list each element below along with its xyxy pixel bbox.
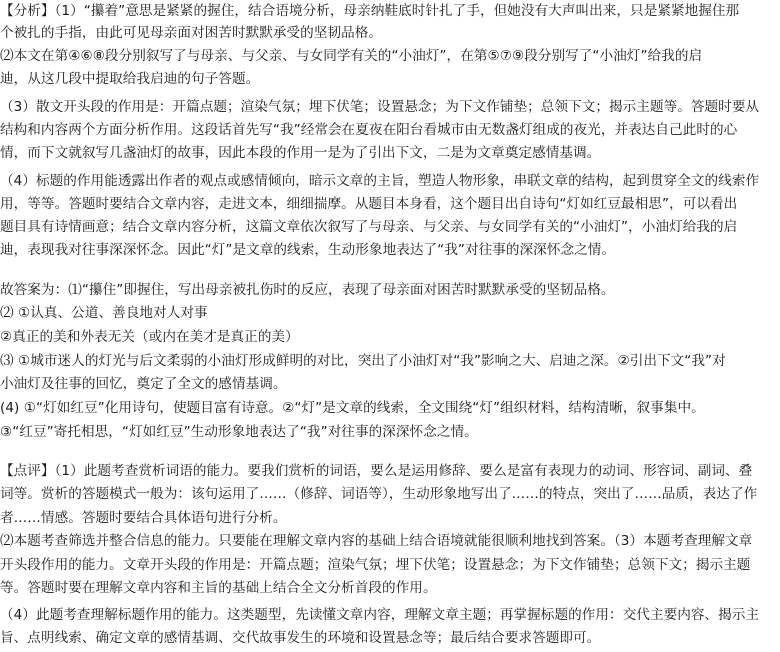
comment-line: 等。答题时要在理解文章内容和主旨的基础上结合全文分析首段的作用。 (0, 580, 437, 596)
answer-line: ②真正的美和外表无关（或内在美才是真正的美） (0, 329, 299, 345)
analysis-line: 结构和内容两个方面分析作用。这段话首先写“我”经常会在夏夜在阳台看城市由无数盏灯组成的夜光，并表达自己此时的心 (0, 122, 738, 138)
analysis-line: 迪，表现我对往事深深怀念。因此“灯”是文章的线索，生动形象地表达了“我”对往事的深深怀念之情。 (0, 242, 616, 258)
answer-line: (4) ①“灯如红豆”化用诗句，使题目富有诗意。②“灯”是文章的线索，全文围绕“灯”组织材料，结构清晰，叙事集中。 (0, 400, 705, 416)
comment-line: （4）此题考查理解标题作用的能力。这类题型，先读懂文章内容，理解文章主题；再掌握标题的作用：交代主要内容、揭示主 (0, 607, 760, 623)
analysis-line: 迪，从这几段中提取给我启迪的句子答题。 (0, 71, 260, 87)
comment-line: 开头段作用的能力。文章开头段的作用是：开篇点题；渲染气氛；埋下伏笔；设置悬念；为下文作铺垫；总领下文；揭示主题 (0, 557, 751, 573)
analysis-line: 情，而下文就叙写几盏油灯的故事，因此本段的作用一是为了引出下文，二是为文章奠定感情基调。 (0, 145, 601, 161)
answer-line: 故答案为：⑴“攥住”即握住，写出母亲被扎伤时的反应，表现了母亲面对困苦时默默承受的坚韧品格。 (0, 282, 615, 298)
comment-line: ⑵本题考查筛选并整合信息的能力。只要能在理解文章内容的基础上结合语境就能很顺利地找到答案。（3）本题考查理解文章 (0, 533, 753, 549)
answer-line: ⑵ ①认真、公道、善良地对人对事 (0, 305, 208, 321)
answer-line: ⑶ ①城市迷人的灯光与后文柔弱的小油灯形成鲜明的对比，突出了小油灯对“我”影响之大、启迪之深。②引出下文“我”对 (0, 353, 726, 369)
analysis-line: （3）散文开头段的作用是：开篇点题；渲染气氛；埋下伏笔；设置悬念；为下文作铺垫；总领下文；揭示主题等。答题时要从 (0, 99, 760, 115)
analysis-line: 【分析】（1）“攥着”意思是紧紧的握住，结合语境分析，母亲纳鞋底时针扎了手，但她没有大声叫出来，只是紧紧地握住那 (0, 3, 740, 19)
answer-line: ③“红豆”寄托相思，“灯如红豆”生动形象地表达了“我”对往事的深深怀念之情。 (0, 424, 478, 440)
comment-line: 者……情感。答题时要结合具体语句进行分析。 (0, 510, 287, 526)
analysis-line: 题目具有诗情画意；结合文章内容分析，这篇文章依次叙写了与母亲、与父亲、与女同学有关的“小油灯”，小油灯给我的启 (0, 219, 738, 235)
comment-line: 【点评】（1）此题考查赏析词语的能力。要我们赏析的词语，要么是运用修辞、要么是富有表现力的动词、形容词、副词、叠 (0, 463, 753, 479)
answer-line: 小油灯及往事的回忆，奠定了全文的感情基调。 (0, 376, 287, 392)
analysis-line: 个被扎的手指，由此可见母亲面对困苦时默默承受的坚韧品格。 (0, 25, 383, 41)
analysis-line: ⑵本文在第④⑥⑧段分别叙写了与母亲、与父亲、与女同学有关的“小油灯”，在第⑤⑦⑨段分别写了“小油灯”给我的启 (0, 48, 703, 64)
comment-line: 旨、点明线索、确定文章的感情基调、交代故事发生的环境和设置悬念等；最后结合要求答题即可。 (0, 630, 601, 646)
comment-line: 词等。赏析的答题模式一般为：该句运用了……（修辞、词语等），生动形象地写出了……的特点，突出了……品质，表达了作 (0, 486, 758, 502)
analysis-line: （4）标题的作用能透露出作者的观点或感情倾向，暗示文章的主旨，塑造人物形象，串联文章的结构，起到贯穿全文的线索作 (0, 173, 760, 189)
analysis-line: 用，等等。答题时要结合文章内容，走进文本，细细揣摩。从题目本身看，这个题目出自诗句“灯如红豆最相思”，可以看出 (0, 196, 738, 212)
